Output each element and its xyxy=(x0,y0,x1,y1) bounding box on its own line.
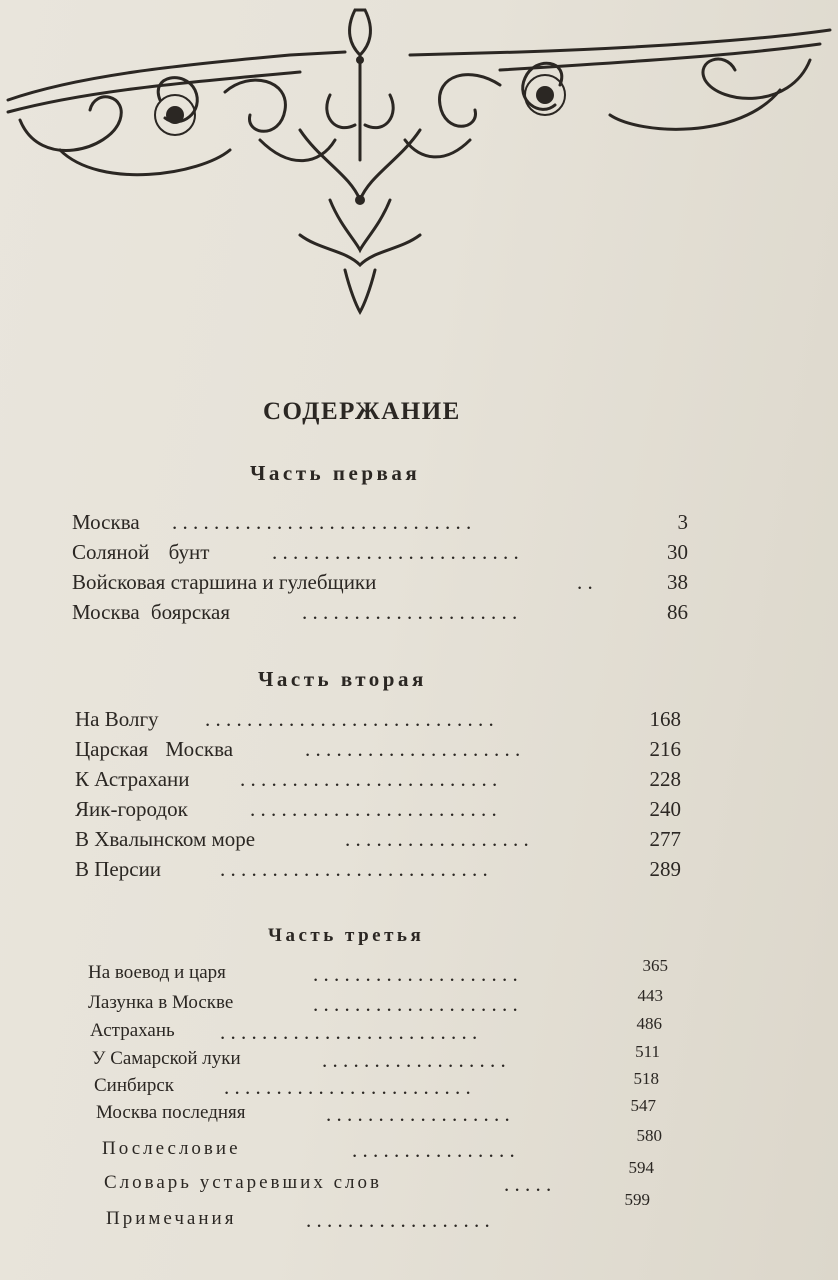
toc-entry[interactable] xyxy=(75,857,681,887)
dot-leader: . . . . . . . . . . . . . . . . . . xyxy=(306,1208,490,1232)
entry-title: Войсковая старшина и гулебщики xyxy=(72,570,377,594)
entry-page-number: 216 xyxy=(649,737,681,761)
dot-leader: . . . . . xyxy=(504,1172,552,1196)
toc-entry-afterword[interactable] xyxy=(102,1126,672,1168)
entry-title: На воевод и царя xyxy=(88,962,226,983)
dot-leader: . . . . . . . . . . . . . . . . . . xyxy=(345,827,529,851)
dot-leader: . . . . . . . . . . . . . . . . . . xyxy=(322,1048,506,1072)
entry-page-number: 486 xyxy=(636,1014,662,1033)
toc-entry[interactable] xyxy=(72,510,688,540)
dot-leader: . . . . . . . . . . . . . . . . xyxy=(352,1138,515,1162)
entry-title: Соляной бунт xyxy=(72,540,210,564)
toc-entry[interactable] xyxy=(75,827,681,857)
toc-entry[interactable] xyxy=(96,1096,682,1132)
entry-title: Москва боярская xyxy=(72,600,231,624)
toc-entry[interactable] xyxy=(72,570,688,600)
floral-headpiece-ornament-icon xyxy=(0,0,838,320)
dot-leader: . . . . . . . . . . . . . . . . . . . . xyxy=(313,992,518,1016)
entry-title: Синбирск xyxy=(94,1075,175,1096)
entry-page-number: 289 xyxy=(649,857,681,881)
dot-leader: . . . . . . . . . . . . . . . . . . . . . . . . xyxy=(224,1075,471,1099)
entry-title: У Самарской луки xyxy=(92,1048,241,1069)
dot-leader: . . . . . . . . . . . . . . . . . . . . . . . . . . . . . xyxy=(172,510,472,534)
entry-page-number: 168 xyxy=(649,707,681,731)
entry-page-number: 86 xyxy=(667,600,688,624)
entry-title: К Астрахани xyxy=(75,767,190,791)
entry-title: Послесловие xyxy=(102,1138,241,1159)
toc-entry[interactable] xyxy=(72,540,688,570)
entry-page-number: 228 xyxy=(649,767,681,791)
dot-leader: . . . . . . . . . . . . . . . . . . . . . . . . xyxy=(250,797,497,821)
dot-leader: . . . . . . . . . . . . . . . . . . . . . . . . . xyxy=(220,1020,478,1044)
part-heading-2: Часть вторая xyxy=(258,667,427,691)
entry-page-number: 443 xyxy=(637,986,663,1005)
dot-leader: . . . . . . . . . . . . . . . . . . . . . . . . . xyxy=(240,767,498,791)
entry-title: Примечания xyxy=(106,1208,237,1229)
toc-entry[interactable] xyxy=(92,1042,678,1078)
entry-page-number: 547 xyxy=(630,1096,656,1115)
entry-page-number: 580 xyxy=(636,1126,662,1145)
part-heading-1: Часть первая xyxy=(250,461,421,485)
entry-page-number: 38 xyxy=(667,570,688,594)
toc-entry-notes[interactable] xyxy=(106,1190,666,1238)
entry-page-number: 594 xyxy=(628,1158,654,1177)
entry-title: Словарь устаревших слов xyxy=(104,1172,382,1193)
entry-page-number: 511 xyxy=(635,1042,660,1061)
entry-page-number: 518 xyxy=(633,1069,659,1088)
toc-entry[interactable] xyxy=(88,986,674,1022)
dot-leader: . . . . . . . . . . . . . . . . . . . . . . . . xyxy=(272,540,519,564)
entry-title: Лазунка в Москве xyxy=(88,992,234,1013)
toc-entry[interactable] xyxy=(88,956,674,992)
dot-leader: . . . . . . . . . . . . . . . . . . . . . . . . . . . . xyxy=(205,707,494,731)
dot-leader: . . . . . . . . . . . . . . . . . . . . . xyxy=(302,600,518,624)
entry-title: Москва последняя xyxy=(96,1102,246,1123)
dot-leader: . . . . . . . . . . . . . . . . . . xyxy=(326,1102,510,1126)
entry-page-number: 277 xyxy=(649,827,681,851)
toc-entry[interactable] xyxy=(75,767,681,797)
entry-page-number: 599 xyxy=(624,1190,650,1209)
entry-title: Царская Москва xyxy=(75,737,234,761)
toc-entry[interactable] xyxy=(75,707,681,737)
page-title: СОДЕРЖАНИЕ xyxy=(263,398,461,425)
toc-entry[interactable] xyxy=(72,600,688,630)
dot-leader: . . . . . . . . . . . . . . . . . . . . xyxy=(313,962,518,986)
entry-title: В Персии xyxy=(75,857,162,881)
dot-leader: . . . . . . . . . . . . . . . . . . . . . xyxy=(305,737,521,761)
entry-page-number: 365 xyxy=(642,956,668,975)
dot-leader: . . . . . . . . . . . . . . . . . . . . . . . . . . xyxy=(220,857,488,881)
dot-leader: . . xyxy=(577,570,593,594)
entry-page-number: 240 xyxy=(649,797,681,821)
toc-entry[interactable] xyxy=(94,1069,680,1105)
entry-title: На Волгу xyxy=(75,707,159,731)
toc-entry[interactable] xyxy=(75,737,681,767)
entry-title: Яик-городок xyxy=(75,797,188,821)
entry-title: Москва xyxy=(72,510,140,534)
toc-entry[interactable] xyxy=(90,1014,676,1050)
entry-page-number: 30 xyxy=(667,540,688,564)
toc-entry[interactable] xyxy=(75,797,681,827)
entry-page-number: 3 xyxy=(677,510,688,534)
entry-title: В Хвалынском море xyxy=(75,827,256,851)
entry-title: Астрахань xyxy=(90,1020,175,1041)
toc-entry-glossary[interactable] xyxy=(104,1158,670,1202)
part-heading-3: Часть третья xyxy=(268,925,425,946)
